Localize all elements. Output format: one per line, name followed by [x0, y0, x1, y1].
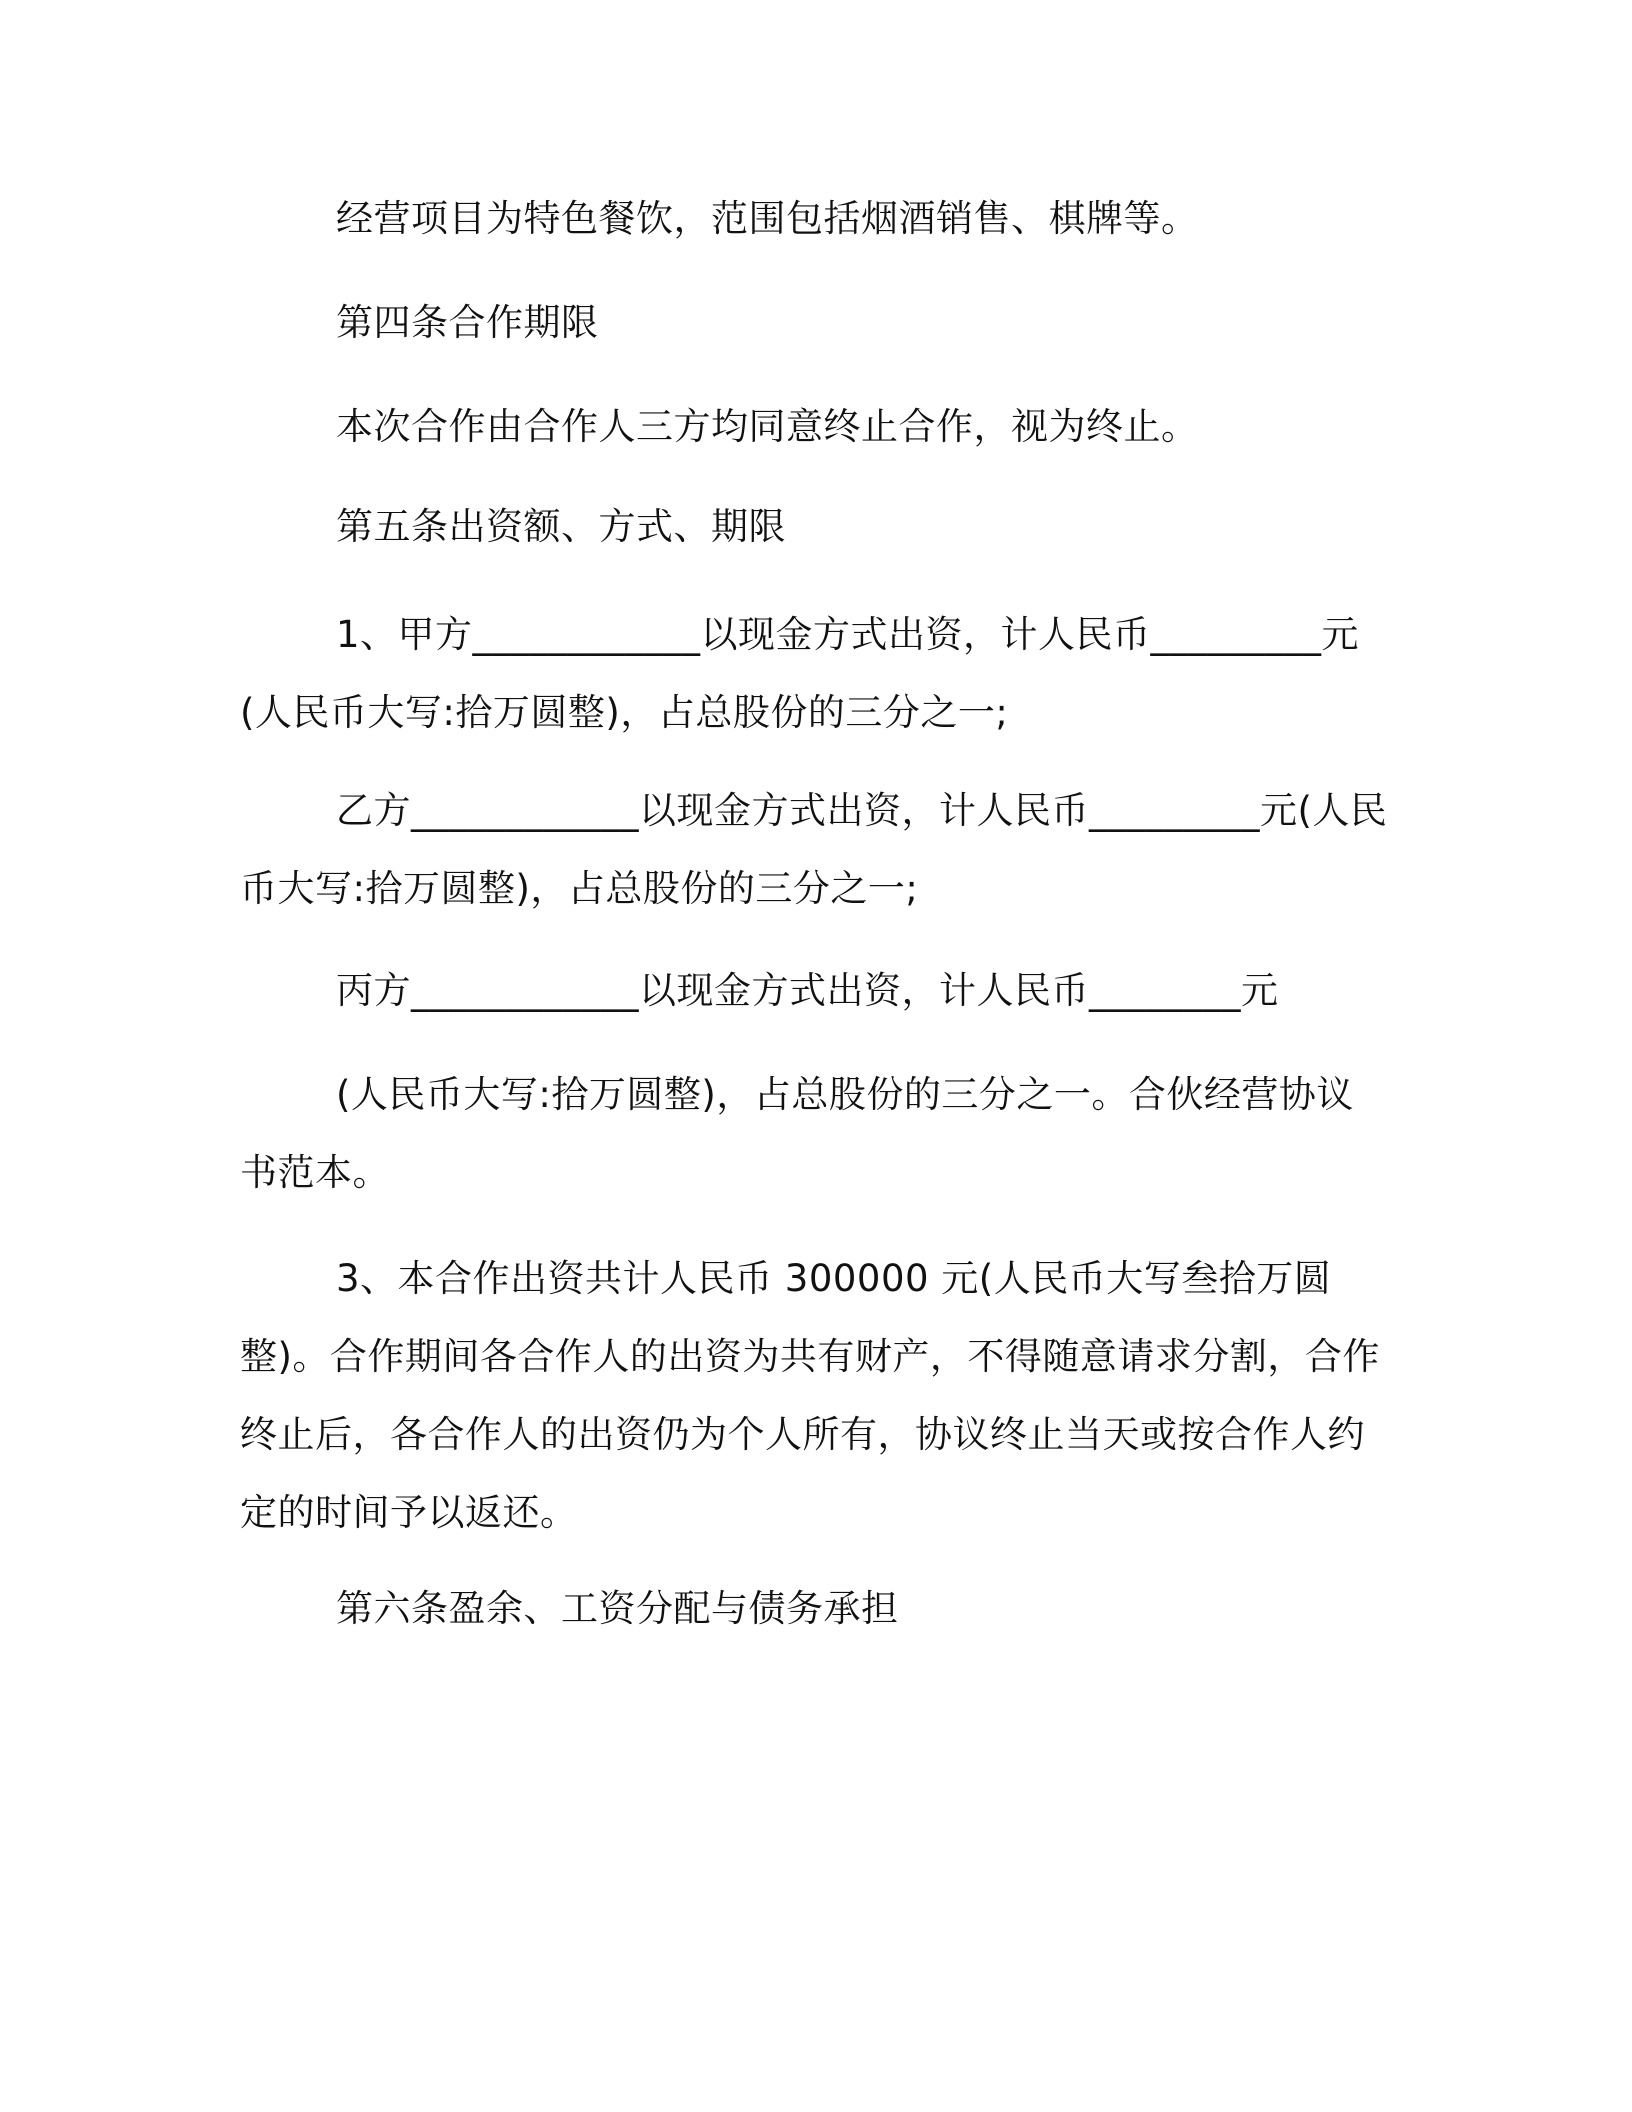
paragraph-business-scope: 经营项目为特色餐饮，范围包括烟酒销售、棋牌等。 — [336, 197, 1199, 240]
paragraph-party-b-contribution: 乙方____________以现金方式出资，计人民币_________元(人民币大写:拾万圆整)，占总股份的三分之一; — [240, 789, 1388, 910]
paragraph-party-a-contribution: 1、甲方____________以现金方式出资，计人民币_________元(人民币大写:拾万圆整)，占总股份的三分之一; — [240, 613, 1360, 734]
heading-article-4: 第四条合作期限 — [336, 301, 599, 344]
paragraph-party-c-amount: (人民币大写:拾万圆整)，占总股份的三分之一。合伙经营协议书范本。 — [240, 1073, 1354, 1194]
paragraph-cooperation-term: 本次合作由合作人三方均同意终止合作，视为终止。 — [336, 405, 1199, 448]
heading-article-6: 第六条盈余、工资分配与债务承担 — [336, 1587, 899, 1630]
heading-article-5: 第五条出资额、方式、期限 — [336, 505, 786, 548]
paragraph-total-contribution: 3、本合作出资共计人民币 300000 元(人民币大写叁拾万圆整)。合作期间各合作人的出资为共有财产，不得随意请求分割，合作终止后，各合作人的出资仍为个人所有，协议终止当天或按合作人约定的时间予以返还。 — [240, 1257, 1380, 1534]
paragraph-party-c-contribution: 丙方____________以现金方式出资，计人民币________元 — [336, 969, 1279, 1012]
